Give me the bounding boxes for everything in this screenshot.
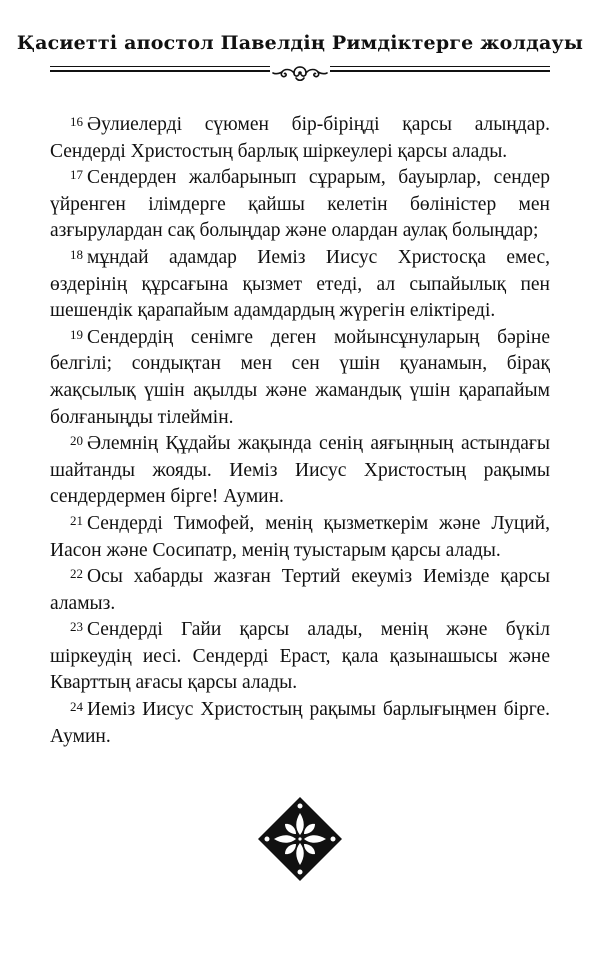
verse-text: Иеміз Иисус Христостың рақымы барлығыңмен бірге. Аумин. [50,699,550,747]
verse-text: мұндай адамдар Иеміз Иисус Христосқа емес, өздерінің құрсағына қызмет етеді, ал сыпайылық пен шешендік қарапайым адамдардың жүрегін еліктіреді. [50,246,550,322]
verse [50,325,550,431]
verse-number: 18 [70,246,83,262]
running-header-title: Қасиетті апостол Павелдің Римдіктерге жолдауы [16,32,584,54]
verse [50,511,550,564]
text-body [50,112,550,750]
verse-number: 16 [70,114,83,129]
verse-number: 24 [70,699,83,715]
verse-number: 22 [70,566,83,582]
verse-number: 21 [70,512,83,528]
verse [50,245,550,325]
verse [50,697,550,750]
verse-number: 17 [70,167,83,183]
verse-text: Осы хабарды жазған Тертий екеуміз Иемізде қарсы аламыз. [50,566,550,614]
diamond-ornament-icon [258,797,342,881]
verse-number: 20 [70,433,83,449]
verse [50,112,550,165]
verse-text: Сендерден жалбарынып сұрарым, бауырлар, сендер үйренген ілімдерге қайшы келетін бөліністер мен азғырулардан сақ болыңдар және олардан аулақ болыңдар; [50,167,550,242]
verse-text: Сендерді Тимофей, менің қызметкерім және Луций, Иасон және Сосипатр, менің туыстарым қарсы алады. [50,512,550,561]
verse-text: Сендерді Гайи қарсы алады, менің және бүкіл шіркеудің иесі. Сендерді Ераст, қала қазынашысы және Кварттың ағасы қарсы алады. [50,619,550,694]
verse-text: Әулиелерді сүюмен бір-біріңді қарсы алыңдар. Сендерді Христостың барлық шіркеулері қарсы алады. [50,114,550,162]
verse-number: 23 [70,619,83,635]
verse [50,165,550,245]
scroll-flourish-icon [270,62,330,84]
verse [50,564,550,617]
verse [50,617,550,697]
verse-text: Әлемнің Құдайы жақында сенің аяғыңның астындағы шайтанды жояды. Иеміз Иисус Христостың рақымы сендердермен бірге! Аумин. [50,433,550,508]
verse-number: 19 [70,326,83,342]
verse-text: Сендердің сенімге деген мойынсұнуларың бәріне белгілі; сондықтан мен сен үшін қуанамын, бірақ жақсылық үшін ақылды және жамандық үшін қарапайым болғаныңды тілеймін. [50,326,550,428]
verse [50,431,550,511]
